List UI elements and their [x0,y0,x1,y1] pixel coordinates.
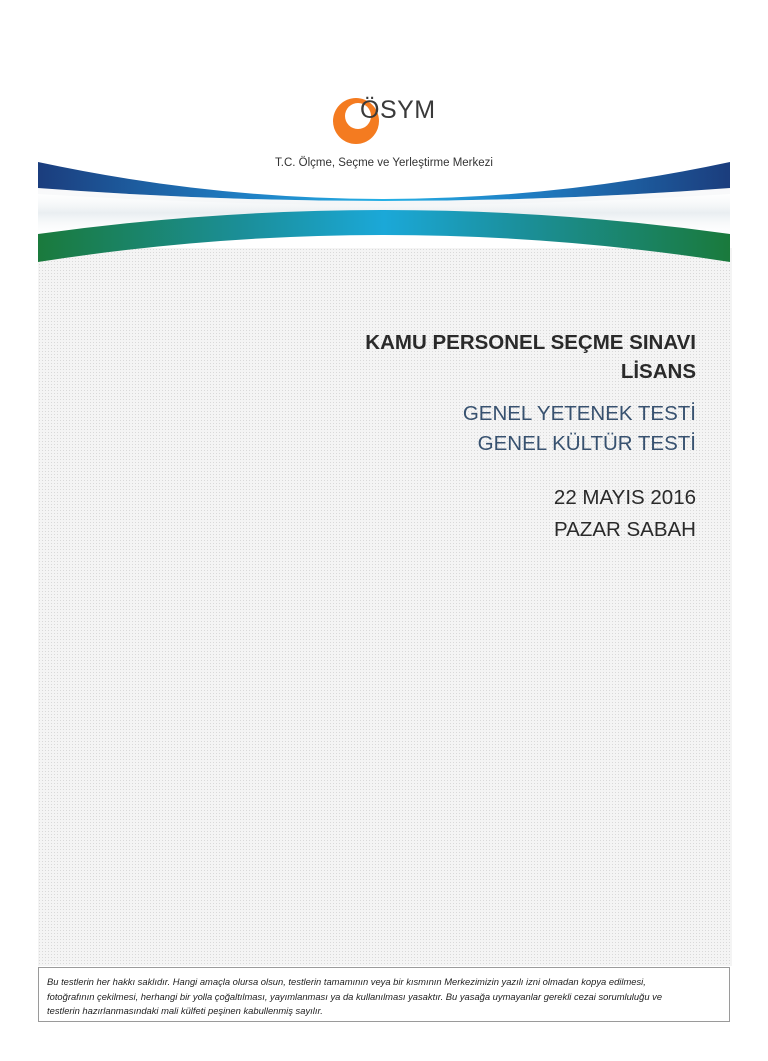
test-name-2: GENEL KÜLTÜR TESTİ [477,432,696,455]
notice-line-2: fotoğrafının çekilmesi, herhangi bir yolla çoğaltılması, yayımlanması ya da kullanılması yasaktır. Bu yasağa uymayanlar gerekli cezai sorumluluğu ve [47,990,663,1002]
exam-title [365,328,696,386]
osym-logo [333,96,443,150]
exam-date: 22 MAYIS 2016 [553,486,696,509]
test-names [463,399,696,459]
exam-title-line1: KAMU PERSONEL SEÇME SINAVI [365,331,696,354]
test-name-1: GENEL YETENEK TESTİ [462,402,696,425]
notice-line-3: testlerin hazırlanmasındaki mali külfeti peşinen kabullenmiş sayılır. [47,1005,323,1017]
exam-session: PAZAR SABAH [553,518,696,541]
organization-name: T.C. Ölçme, Seçme ve Yerleştirme Merkezi [275,157,493,169]
wave-banner [0,158,768,268]
exam-date-block [554,482,696,546]
exam-title-line2: LİSANS [620,360,696,383]
logo-text: ÖSYM [360,96,436,124]
notice-line-1: Bu testlerin her hakkı saklıdır. Hangi amaçla olursa olsun, testlerin tamamının veya bir kısmının Merkezimizin yazılı izni olmadan kopya edilmesi, [47,976,646,987]
copyright-notice [38,967,730,1022]
